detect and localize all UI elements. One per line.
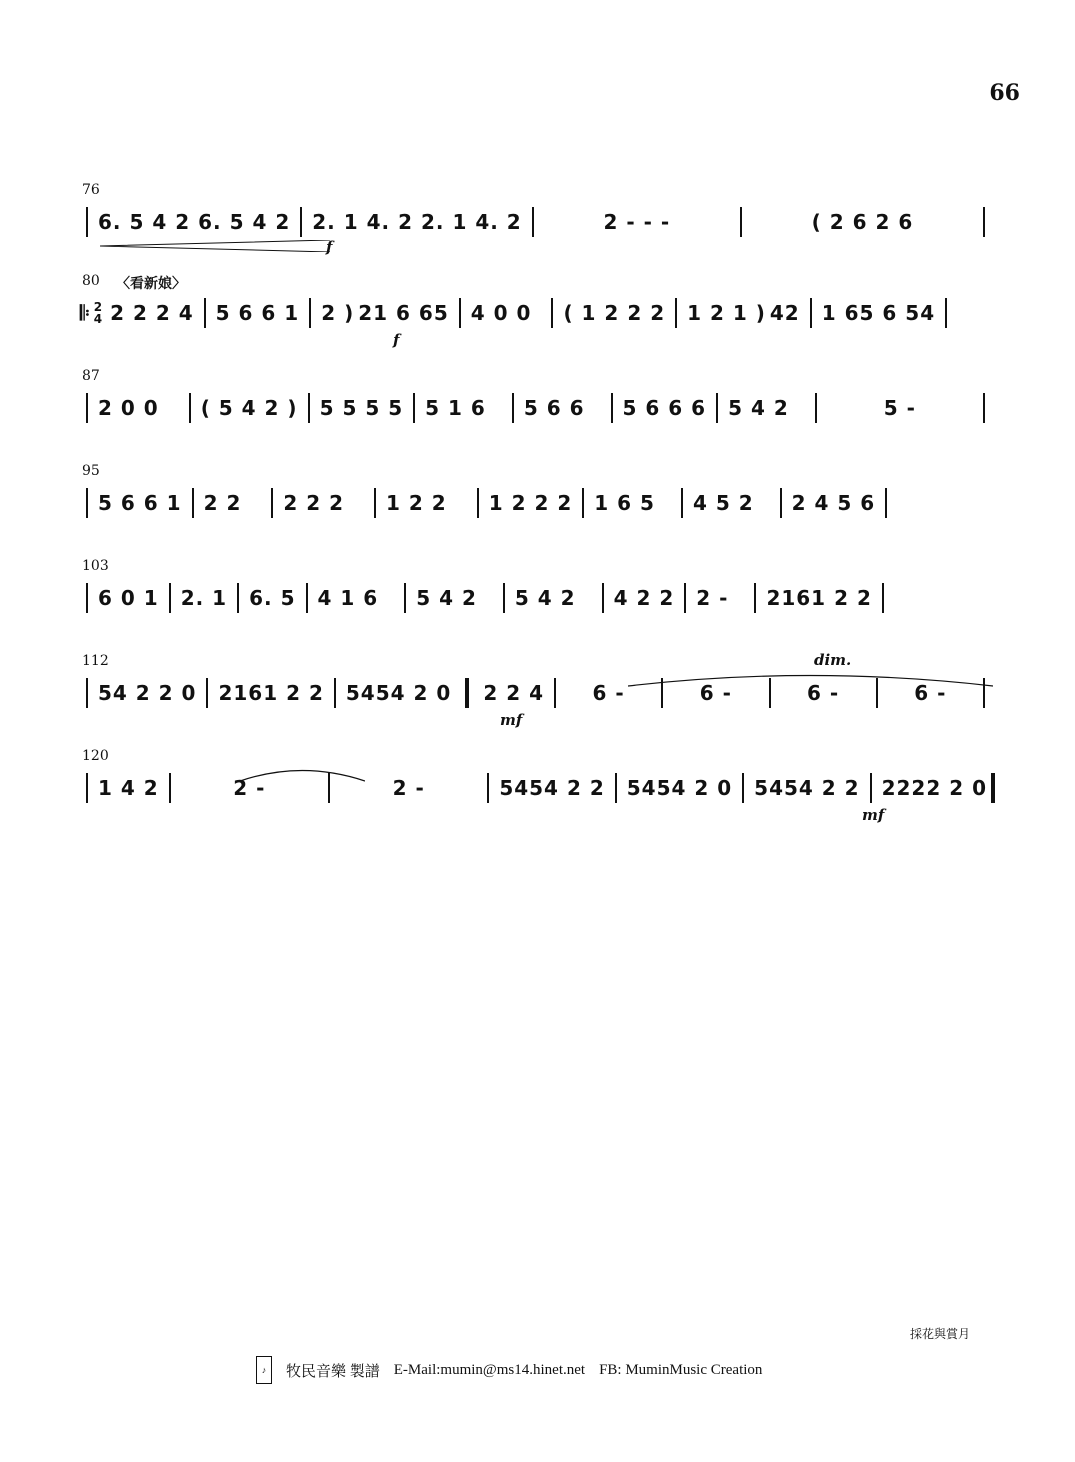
dynamic-marking: f (326, 238, 333, 256)
staff (80, 295, 995, 331)
measure: 5 4 2 (514, 586, 576, 610)
barline (870, 773, 872, 803)
slur (628, 673, 993, 687)
score-system (80, 558, 995, 644)
barline (459, 298, 461, 328)
barline (237, 583, 239, 613)
barline (206, 678, 208, 708)
repeat-start-sign: 𝄆 (80, 301, 90, 325)
measure: 5454 2 0 (345, 681, 452, 705)
measure: 5 4 2 (416, 586, 477, 610)
measure: 2. 1 (180, 586, 228, 610)
score-system (80, 273, 995, 359)
measure: 4 0 0 (470, 301, 532, 325)
barline (271, 488, 273, 518)
barline (815, 393, 817, 423)
barline (611, 393, 613, 423)
measure: 54 2 2 0 (98, 681, 197, 705)
measure: 5 5 5 5 (319, 396, 404, 420)
measure-number: 87 (82, 368, 100, 384)
score-system (80, 653, 995, 739)
measure: 2 2 (203, 491, 242, 515)
section-label: 〈看新娘〉 (116, 276, 186, 292)
barline (86, 583, 88, 613)
publisher: 牧民音樂 製譜 (286, 1363, 380, 1380)
measure: 42 (769, 301, 800, 325)
measure-number: 80 (82, 273, 100, 289)
measure: 2 ) (321, 301, 355, 325)
measure: 6 - (807, 681, 840, 705)
measure: 6 - (914, 681, 947, 705)
measure-number: 112 (82, 653, 109, 669)
measure: 5454 2 2 (754, 776, 860, 800)
barline (169, 583, 171, 613)
slur (240, 768, 365, 782)
measure: 1 65 6 54 (821, 301, 936, 325)
measure: 5 6 6 1 (215, 301, 300, 325)
measure-number: 95 (82, 463, 100, 479)
measure: 21 6 65 (358, 301, 449, 325)
barline (309, 298, 311, 328)
publisher-logo-icon: ♪ (256, 1356, 272, 1384)
barline (742, 773, 744, 803)
barline (716, 393, 718, 423)
barline (615, 773, 617, 803)
score-system (80, 182, 995, 268)
piece-title: 採花與賞月 (910, 1327, 971, 1341)
barline (86, 678, 88, 708)
barline (334, 678, 336, 708)
score-system (80, 463, 995, 549)
measure: 6. 5 (249, 586, 296, 610)
barline (487, 773, 489, 803)
barline (780, 488, 782, 518)
measure: 2 - - - (603, 210, 671, 234)
barline (882, 583, 884, 613)
score-system (80, 748, 995, 834)
staff (80, 770, 995, 806)
staff (80, 580, 995, 616)
measure: 2 2 2 4 (110, 301, 194, 325)
measure-number: 76 (82, 182, 100, 198)
barline (810, 298, 812, 328)
barline (86, 393, 88, 423)
barline (86, 488, 88, 518)
crescendo-hairpin (100, 240, 330, 252)
measure-number: 120 (82, 748, 109, 764)
barline (551, 298, 553, 328)
measure: ( 2 6 2 6 (811, 210, 914, 234)
staff (80, 485, 995, 521)
email: E-Mail:mumin@ms14.hinet.net (393, 1361, 586, 1378)
footer (256, 1356, 762, 1384)
measure: 4 2 2 (613, 586, 675, 610)
measure: 5454 2 2 (499, 776, 605, 800)
page-number: 66 (989, 80, 1020, 106)
barline (983, 207, 985, 237)
measure: 2161 2 2 (766, 586, 872, 610)
barline (404, 583, 406, 613)
measure: 1 2 1 ) (687, 301, 766, 325)
barline (86, 207, 88, 237)
measure: 2 2 4 (483, 681, 544, 705)
measure: 5 6 6 6 (622, 396, 707, 420)
staff (80, 204, 995, 240)
dynamic-marking: dim. (814, 651, 852, 669)
measure: ( 5 4 2 ) (200, 396, 298, 420)
measure: 5 6 6 1 (98, 491, 182, 515)
measure: 1 2 2 2 (488, 491, 573, 515)
barline (192, 488, 194, 518)
measure: 5 - (883, 396, 916, 420)
measure: 4 5 2 (692, 491, 754, 515)
barline (169, 773, 171, 803)
final-barline (991, 773, 995, 803)
measure: 5454 2 0 (626, 776, 733, 800)
barline (477, 488, 479, 518)
barline (684, 583, 686, 613)
barline (204, 298, 206, 328)
barline (503, 583, 505, 613)
barline (885, 488, 887, 518)
measure: 2 0 0 (98, 396, 159, 420)
measure: 1 6 5 (594, 491, 655, 515)
measure-number: 103 (82, 558, 109, 574)
barline (189, 393, 191, 423)
barline (532, 207, 534, 237)
barline (675, 298, 677, 328)
measure: 6 0 1 (98, 586, 159, 610)
measure: 2 4 5 6 (791, 491, 876, 515)
measure: 6 - (592, 681, 625, 705)
measure: ( 1 2 2 2 (563, 301, 666, 325)
measure: 1 4 2 (98, 776, 159, 800)
barline (86, 773, 88, 803)
barline (740, 207, 742, 237)
time-signature: 2 4 (93, 300, 103, 326)
dynamic-marking: mf (500, 711, 523, 729)
barline (945, 298, 947, 328)
measure: 2 - (233, 776, 266, 800)
barline (983, 393, 985, 423)
barline (308, 393, 310, 423)
measure: 2161 2 2 (218, 681, 324, 705)
measure: 2222 2 0 (881, 776, 987, 800)
dynamic-marking: mf (862, 806, 885, 824)
score-system (80, 368, 995, 454)
barline (306, 583, 308, 613)
measure: 1 2 2 (386, 491, 447, 515)
barline (554, 678, 556, 708)
barline (602, 583, 604, 613)
barline (582, 488, 584, 518)
barline (681, 488, 683, 518)
barline (300, 207, 302, 237)
barline (754, 583, 756, 613)
measure: 6. 5 4 2 6. 5 4 2 (98, 210, 291, 234)
facebook: FB: MuminMusic Creation (599, 1361, 763, 1378)
staff (80, 390, 995, 426)
repeat-end-barline (465, 678, 469, 708)
measure: 2. 1 4. 2 2. 1 4. 2 (312, 210, 522, 234)
barline (413, 393, 415, 423)
measure: 6 - (699, 681, 732, 705)
barline (374, 488, 376, 518)
measure: 5 4 2 (728, 396, 789, 420)
measure: 4 1 6 (317, 586, 379, 610)
measure: 5 6 6 (523, 396, 585, 420)
measure: 2 - (392, 776, 425, 800)
dynamic-marking: f (393, 331, 400, 349)
measure: 2 2 2 (283, 491, 345, 515)
measure: 2 - (696, 586, 729, 610)
measure: 5 1 6 (425, 396, 486, 420)
barline (512, 393, 514, 423)
